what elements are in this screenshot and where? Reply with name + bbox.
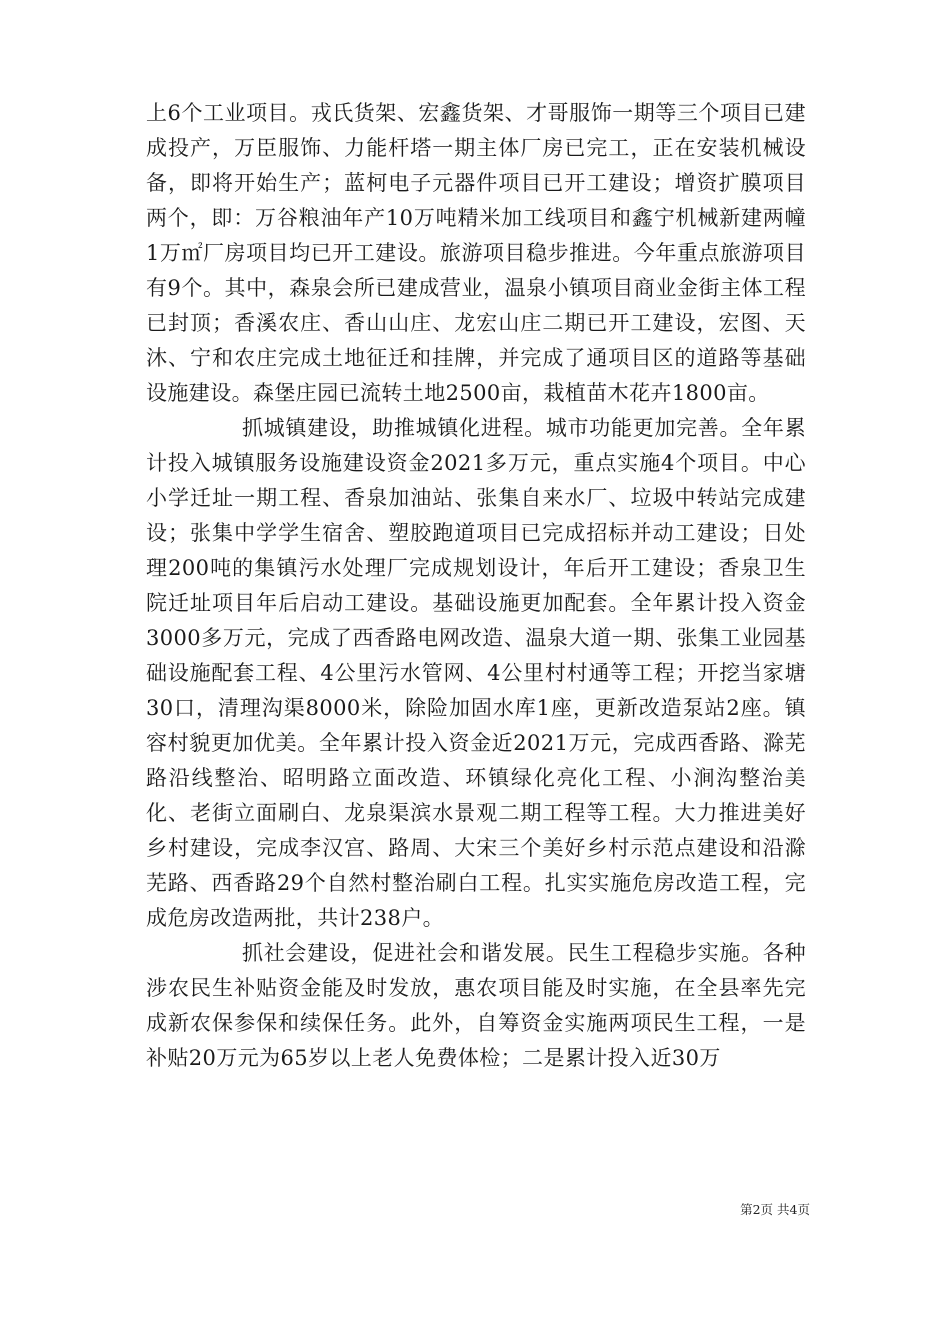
paragraph-town-construction: 抓城镇建设，助推城镇化进程。城市功能更加完善。全年累计投入城镇服务设施建设资金2021多万元，重点实施4个项目。中心小学迁址一期工程、香泉加油站、张集自来水厂、垃圾中转站完成建设；张集中学学生宿舍、塑胶跑道项目已完成招标并动工建设；日处理200吨的集镇污水处理厂完成规划设计，年后开工建设；香泉卫生院迁址项目年后启动工建设。基础设施更加配套。全年累计投入资金3000多万元，完成了西香路电网改造、温泉大道一期、张集工业园基础设施配套工程、4公里污水管网、4公里村村通等工程；开挖当家塘30口，清理沟渠8000米，除险加固水库1座，更新改造泵站2座。镇容村貌更加优美。全年累计投入资金近2021万元，完成西香路、滁芜路沿线整治、昭明路立面改造、环镇绿化亮化工程、小涧沟整治美化、老街立面刷白、龙泉渠滨水景观二期工程等工程。大力推进美好乡村建设，完成李汉宫、路周、大宋三个美好乡村示范点建设和沿滁芜路、西香路29个自然村整治刷白工程。扎实实施危房改造工程，完成危房改造两批，共计238户。 (146, 416, 806, 930)
page-number-footer: 第2页 共4页 (740, 1202, 810, 1217)
paragraph-industrial-tourism-projects: 上6个工业项目。戎氏货架、宏鑫货架、才哥服饰一期等三个项目已建成投产，万臣服饰、力能杆塔一期主体厂房已完工，正在安装机械设备，即将开始生产；蓝柯电子元器件项目已开工建设；增资扩膜项目两个，即：万谷粮油年产10万吨精米加工线项目和鑫宁机械新建两幢1万㎡厂房项目均已开工建设。旅游项目稳步推进。今年重点旅游项目有9个。其中，森泉会所已建成营业，温泉小镇项目商业金街主体工程已封顶；香溪农庄、香山山庄、龙宏山庄二期已开工建设，宏图、天沐、宁和农庄完成土地征迁和挂牌，并完成了通项目区的道路等基础设施建设。森堡庄园已流转土地2500亩，栽植苗木花卉1800亩。 (146, 101, 806, 405)
document-body (146, 96, 806, 1076)
paragraph-social-construction: 抓社会建设，促进社会和谐发展。民生工程稳步实施。各种涉农民生补贴资金能及时发放，惠农项目能及时实施，在全县率先完成新农保参保和续保任务。此外，自筹资金实施两项民生工程，一是补贴20万元为65岁以上老人免费体检；二是累计投入近30万 (146, 941, 806, 1070)
